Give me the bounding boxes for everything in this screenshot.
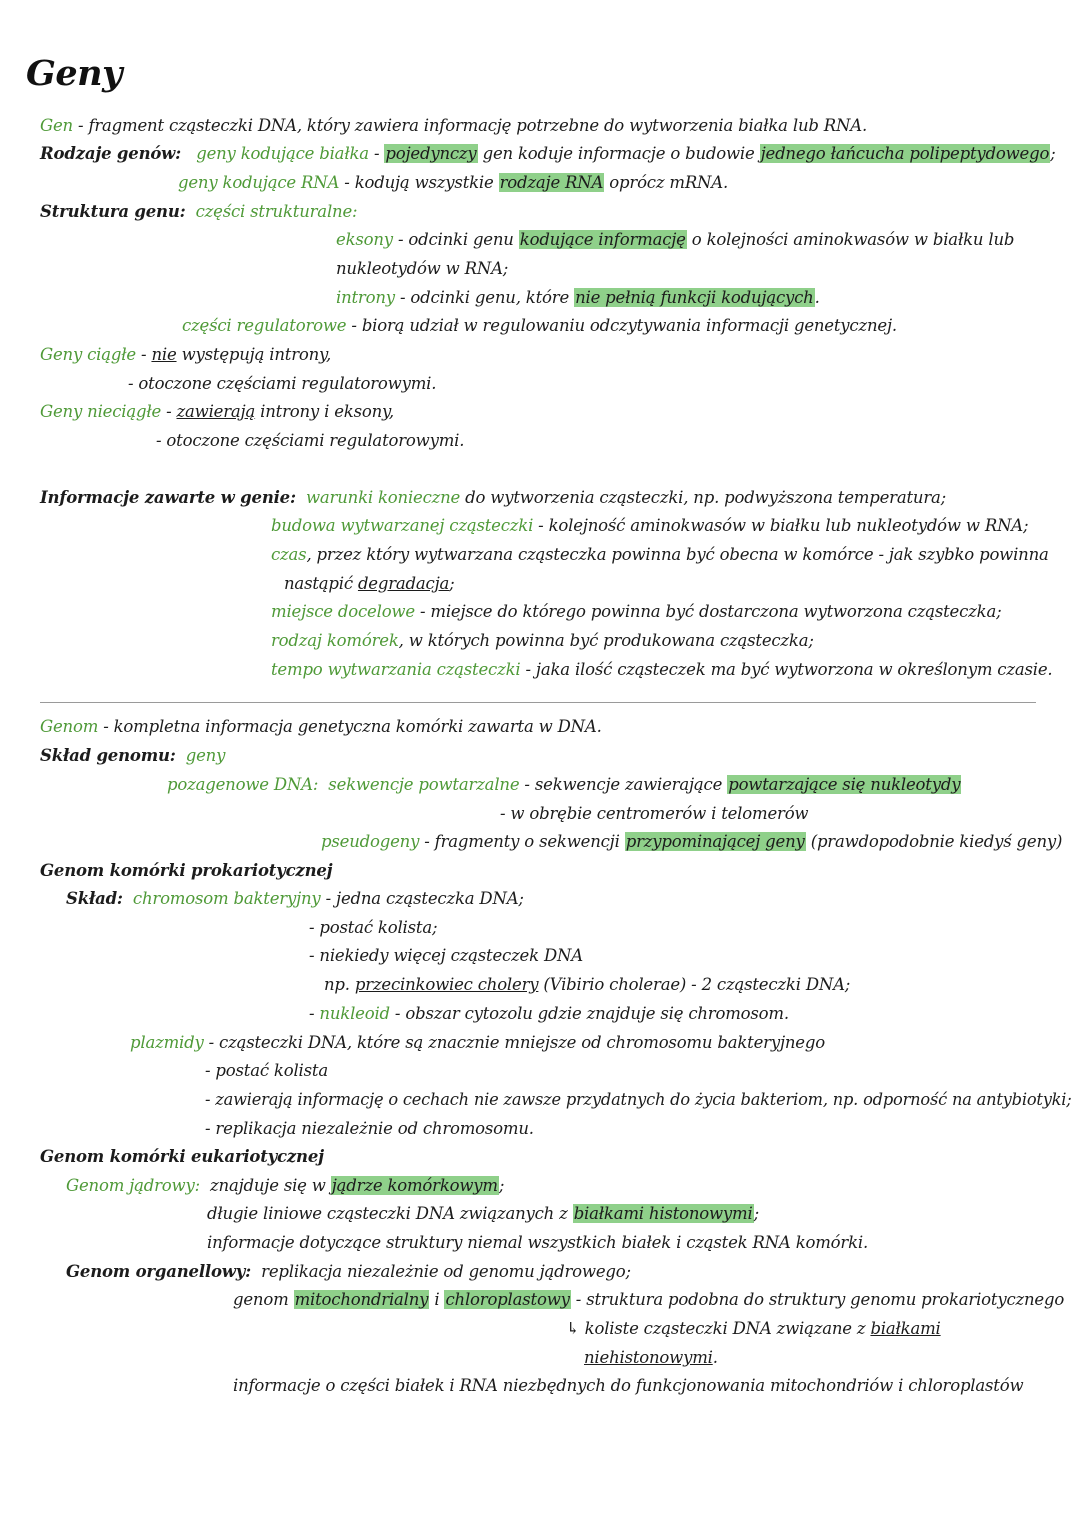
highlight: przypominającej geny [625, 832, 805, 851]
euk-organellowy-5: informacje o części białek i RNA niezbędnych do funkcjonowania mitochondriów i chloroplastów [233, 1376, 1024, 1395]
plazmidy-row: plazmidy - cząsteczki DNA, które są znacznie mniejsze od chromosomu bakteryjnego [130, 1033, 825, 1052]
eksony-row: eksony - odcinki genu kodujące informację o kolejności aminokwasów w białku lub [336, 230, 1015, 249]
divider [40, 702, 1036, 703]
euk-organellowy-4: niehistonowymi. [584, 1348, 718, 1367]
pozagenowe-row: pozagenowe DNA: sekwencje powtarzalne - sekwencje zawierające powtarzające się nukleotydy [167, 775, 961, 794]
sklad-genomu: Skład genomu: geny [40, 746, 226, 765]
euk-organellowy-2: genom mitochondrialny i chloroplastowy - struktura podobna do struktury genomu prokariotycznego [233, 1290, 1065, 1309]
eksony-row-2: nukleotydów w RNA; [336, 259, 509, 278]
highlight: chloroplastowy [445, 1290, 570, 1309]
euk-jadrowy-3: informacje dotyczące struktury niemal wszystkich białek i cząstek RNA komórki. [207, 1233, 869, 1252]
prok-row-4: np. przecinkowiec cholery (Vibirio cholerae) - 2 cząsteczki DNA; [324, 975, 851, 994]
euk-organellowy-3: ↳ koliste cząsteczki DNA związane z białkami [566, 1319, 941, 1338]
highlight: białkami histonowymi [573, 1204, 753, 1223]
euk-organellowy-1: Genom organellowy: replikacja niezależnie od genomu jądrowego; [66, 1262, 631, 1281]
struktura-row: Struktura genu: części strukturalne: [40, 202, 358, 221]
geny-ciagle: Geny ciągłe - nie występują introny, [40, 345, 332, 364]
geny-nieciagle: Geny nieciągłe - zawierają introny i eksony, [40, 402, 394, 421]
highlight: jednego łańcucha polipeptydowego [760, 144, 1050, 163]
introny-row: introny - odcinki genu, które nie pełnią funkcji kodujących. [336, 288, 820, 307]
prok-row-2: - postać kolista; [309, 918, 438, 937]
euk-jadrowy-2: długie liniowe cząsteczki DNA związanych z białkami histonowymi; [207, 1204, 759, 1223]
euk-title: Genom komórki eukariotycznej [40, 1147, 324, 1166]
highlight: pojedynczy [385, 144, 477, 163]
prok-row-3: - niekiedy więcej cząsteczek DNA [309, 946, 583, 965]
plazmidy-row-3: - zawierają informację o cechach nie zawsze przydatnych do życia bakteriom, np. odporność na antybiotyki; [205, 1090, 1072, 1109]
euk-jadrowy-1: Genom jądrowy: znajduje się w jądrze komórkowym; [66, 1176, 505, 1195]
highlight: kodujące informację [519, 230, 686, 249]
highlight: nie pełnią funkcji kodujących [575, 288, 814, 307]
rodzaje-row-1: Rodzaje genów: geny kodujące białka - pojedynczy gen koduje informacje o budowie jednego łańcucha polipeptydowego; [40, 144, 1056, 163]
highlight: powtarzające się nukleotydy [728, 775, 961, 794]
prok-title: Genom komórki prokariotycznej [40, 861, 333, 880]
plazmidy-row-2: - postać kolista [205, 1061, 328, 1080]
prok-row-1: Skład: chromosom bakteryjny - jedna cząsteczka DNA; [66, 889, 524, 908]
info-row-4: miejsce docelowe - miejsce do którego powinna być dostarczona wytworzona cząsteczka; [271, 602, 1002, 621]
geny-nieciagle-2: - otoczone częściami regulatorowymi. [156, 431, 465, 450]
info-row-2: budowa wytwarzanej cząsteczki - kolejność aminokwasów w białku lub nukleotydów w RNA; [271, 516, 1029, 535]
info-row-3: czas, przez który wytwarzana cząsteczka powinna być obecna w komórce - jak szybko powinna [271, 545, 1049, 564]
rodzaje-row-2: geny kodujące RNA - kodują wszystkie rodzaje RNA oprócz mRNA. [178, 173, 729, 192]
info-row-5: rodzaj komórek, w których powinna być produkowana cząsteczka; [271, 631, 814, 650]
arrow-icon: ↳ [566, 1319, 580, 1338]
page-title: Geny [26, 53, 122, 94]
info-row-3b: nastąpić degradacja; [284, 574, 455, 593]
plazmidy-row-4: - replikacja niezależnie od chromosomu. [205, 1119, 534, 1138]
regulatorowe-row: części regulatorowe - biorą udział w regulowaniu odczytywania informacji genetycznej. [182, 316, 897, 335]
pozagenowe-row-2: - w obrębie centromerów i telomerów [500, 804, 809, 823]
prok-row-5: - nukleoid - obszar cytozolu gdzie znajduje się chromosom. [309, 1004, 789, 1023]
geny-ciagle-2: - otoczone częściami regulatorowymi. [128, 374, 437, 393]
genom-definition: Genom - kompletna informacja genetyczna komórki zawarta w DNA. [40, 717, 602, 736]
highlight: mitochondrialny [294, 1290, 429, 1309]
gen-definition: Gen - fragment cząsteczki DNA, który zawiera informację potrzebne do wytworzenia białka lub RNA. [40, 116, 867, 135]
highlight: rodzaje RNA [499, 173, 604, 192]
info-row-1: Informacje zawarte w genie: warunki konieczne do wytworzenia cząsteczki, np. podwyższona temperatura; [40, 488, 947, 507]
highlight: jądrze komórkowym [331, 1176, 498, 1195]
info-row-6: tempo wytwarzania cząsteczki - jaka ilość cząsteczek ma być wytworzona w określonym czasie. [271, 660, 1053, 679]
pseudogeny-row: pseudogeny - fragmenty o sekwencji przypominającej geny (prawdopodobnie kiedyś geny) [321, 832, 1063, 851]
